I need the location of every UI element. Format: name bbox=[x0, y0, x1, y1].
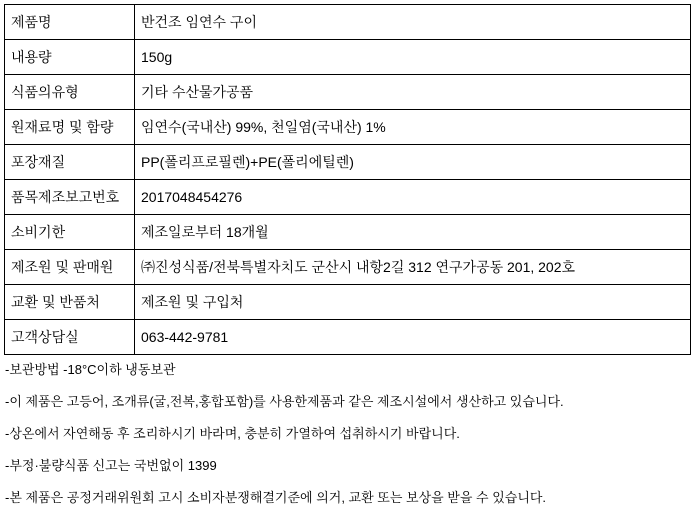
spec-value: 임연수(국내산) 99%, 천일염(국내산) 1% bbox=[135, 110, 691, 145]
spec-value: 제조일로부터 18개월 bbox=[135, 215, 691, 250]
spec-value: 2017048454276 bbox=[135, 180, 691, 215]
spec-label: 포장재질 bbox=[5, 145, 135, 180]
table-row-customer-service bbox=[5, 320, 691, 355]
spec-label: 고객상담실 bbox=[5, 320, 135, 355]
spec-label: 교환 및 반품처 bbox=[5, 285, 135, 320]
table-row-manufacturer bbox=[5, 250, 691, 285]
spec-label: 제조원 및 판매원 bbox=[5, 250, 135, 285]
note-allergen-facility: -이 제품은 고등어, 조개류(굴,전복,홍합포함)를 사용한제품과 같은 제조시설에서 생산하고 있습니다. bbox=[5, 394, 564, 409]
spec-value: 063-442-9781 bbox=[135, 320, 691, 355]
product-spec-table bbox=[4, 4, 691, 355]
spec-label: 원재료명 및 함량 bbox=[5, 110, 135, 145]
note-cooking-instructions: -상온에서 자연해동 후 조리하시기 바라며, 충분히 가열하여 섭취하시기 바랍니다. bbox=[5, 426, 460, 441]
table-row-food-type bbox=[5, 75, 691, 110]
spec-value: ㈜진성식품/전북특별자치도 군산시 내항2길 312 연구가공동 201, 202호 bbox=[135, 250, 691, 285]
table-row-report-number bbox=[5, 180, 691, 215]
spec-value: 제조원 및 구입처 bbox=[135, 285, 691, 320]
spec-value: 기타 수산물가공품 bbox=[135, 75, 691, 110]
table-row-expiration bbox=[5, 215, 691, 250]
table-row-returns bbox=[5, 285, 691, 320]
spec-value: 반건조 임연수 구이 bbox=[135, 5, 691, 40]
spec-label: 소비기한 bbox=[5, 215, 135, 250]
note-consumer-dispute: -본 제품은 공정거래위원회 고시 소비자분쟁해결기준에 의거, 교환 또는 보상을 받을 수 있습니다. bbox=[5, 490, 547, 505]
note-report-hotline: -부정·불량식품 신고는 국번없이 1399 bbox=[5, 458, 217, 473]
spec-value: 150g bbox=[135, 40, 691, 75]
footnotes bbox=[5, 354, 695, 514]
spec-label: 품목제조보고번호 bbox=[5, 180, 135, 215]
spec-label: 제품명 bbox=[5, 5, 135, 40]
table-row-net-content bbox=[5, 40, 691, 75]
spec-label: 내용량 bbox=[5, 40, 135, 75]
note-storage-method: -보관방법 -18°C이하 냉동보관 bbox=[5, 362, 176, 377]
table-row-ingredients bbox=[5, 110, 691, 145]
spec-label: 식품의유형 bbox=[5, 75, 135, 110]
table-row-packaging bbox=[5, 145, 691, 180]
table-row-product-name bbox=[5, 5, 691, 40]
spec-value: PP(폴리프로필렌)+PE(폴리에틸렌) bbox=[135, 145, 691, 180]
